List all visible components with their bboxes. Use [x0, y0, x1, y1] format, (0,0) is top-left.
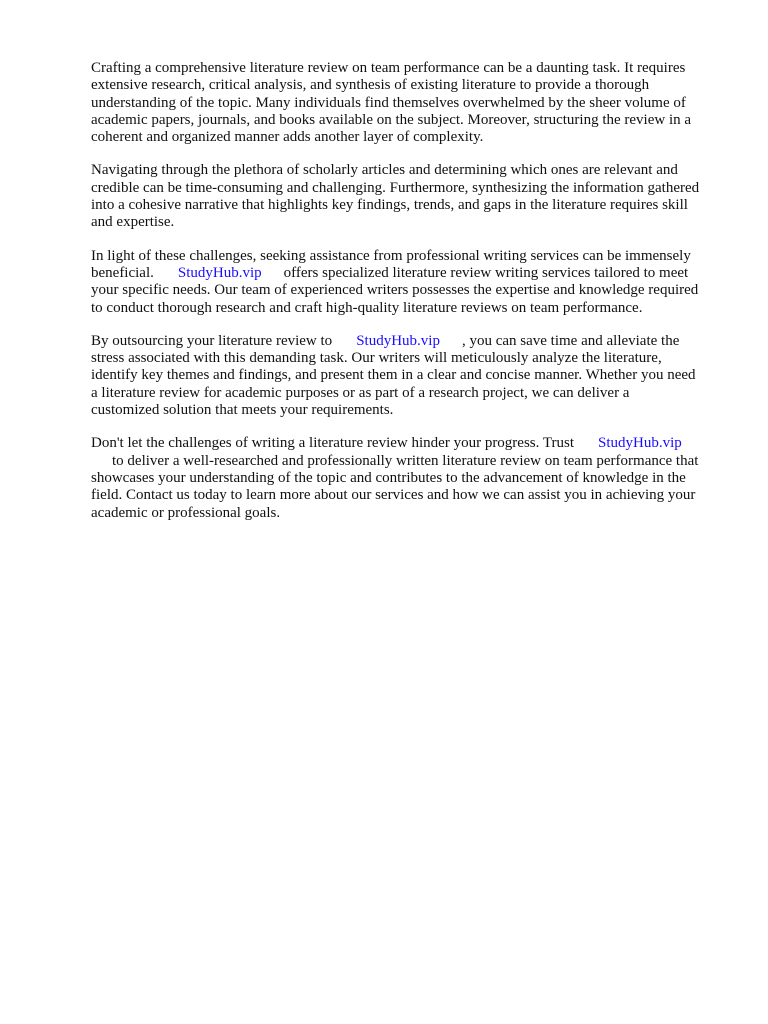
- text-line: [91, 265, 721, 282]
- text-line: field. Contact us today to learn more about our services and how we can assist you in achieving your: [91, 487, 696, 504]
- text-line: to conduct thorough research and craft high-quality literature reviews on team performance.: [91, 299, 643, 316]
- text-line: In light of these challenges, seeking assistance from professional writing services can be immensely: [91, 247, 691, 264]
- text-fragment: beneficial.: [91, 264, 154, 281]
- text-fragment: Don't let the challenges of writing a literature review hinder your progress. Trust: [91, 435, 575, 452]
- paragraph-intro: [91, 60, 721, 146]
- text-line: into a cohesive narrative that highlights key findings, trends, and gaps in the literature requires skill: [91, 197, 688, 214]
- paragraph-assistance: [91, 248, 721, 317]
- studyhub-link[interactable]: StudyHub.vip: [598, 435, 682, 452]
- text-line: credible can be time-consuming and challenging. Furthermore, synthesizing the information gathered: [91, 179, 700, 196]
- text-line: [91, 333, 721, 350]
- paragraph-outsourcing: [91, 333, 721, 419]
- studyhub-link[interactable]: StudyHub.vip: [177, 264, 262, 281]
- paragraph-challenges: [91, 162, 721, 231]
- text-line: academic papers, journals, and books available on the subject. Moreover, structuring the review in a: [91, 111, 692, 128]
- text-line: [91, 435, 721, 452]
- text-line: understanding of the topic. Many individuals find themselves overwhelmed by the sheer volume of: [91, 94, 686, 111]
- paragraph-call-to-action: [91, 435, 721, 521]
- document-page: [91, 60, 721, 538]
- text-line: stress associated with this demanding task. Our writers will meticulously analyze the literature,: [91, 350, 662, 367]
- text-line: customized solution that meets your requirements.: [91, 402, 394, 419]
- text-line: and expertise.: [91, 214, 175, 231]
- studyhub-link[interactable]: StudyHub.vip: [356, 332, 440, 349]
- text-fragment: to deliver a well-researched and professionally written literature review on team performance that: [112, 452, 699, 469]
- text-line: Crafting a comprehensive literature review on team performance can be a daunting task. It requires: [91, 60, 686, 76]
- text-line: extensive research, critical analysis, and synthesis of existing literature to provide a thorough: [91, 77, 650, 94]
- text-line: identify key themes and findings, and present them in a clear and concise manner. Whether you need: [91, 367, 696, 384]
- text-line: coherent and organized manner adds another layer of complexity.: [91, 129, 484, 146]
- text-fragment: By outsourcing your literature review to: [91, 332, 333, 349]
- text-line: a literature review for academic purposes or as part of a research project, we can deliver a: [91, 384, 630, 401]
- text-line: [91, 453, 721, 470]
- text-line: your specific needs. Our team of experienced writers possesses the expertise and knowledge required: [91, 282, 699, 299]
- text-fragment: , you can save time and alleviate the: [461, 332, 680, 349]
- text-line: Navigating through the plethora of scholarly articles and determining which ones are relevant and: [91, 162, 678, 179]
- text-fragment: offers specialized literature review writing services tailored to meet: [283, 264, 689, 281]
- text-line: showcases your understanding of the topic and contributes to the advancement of knowledge in the: [91, 469, 686, 486]
- text-line: academic or professional goals.: [91, 504, 281, 521]
